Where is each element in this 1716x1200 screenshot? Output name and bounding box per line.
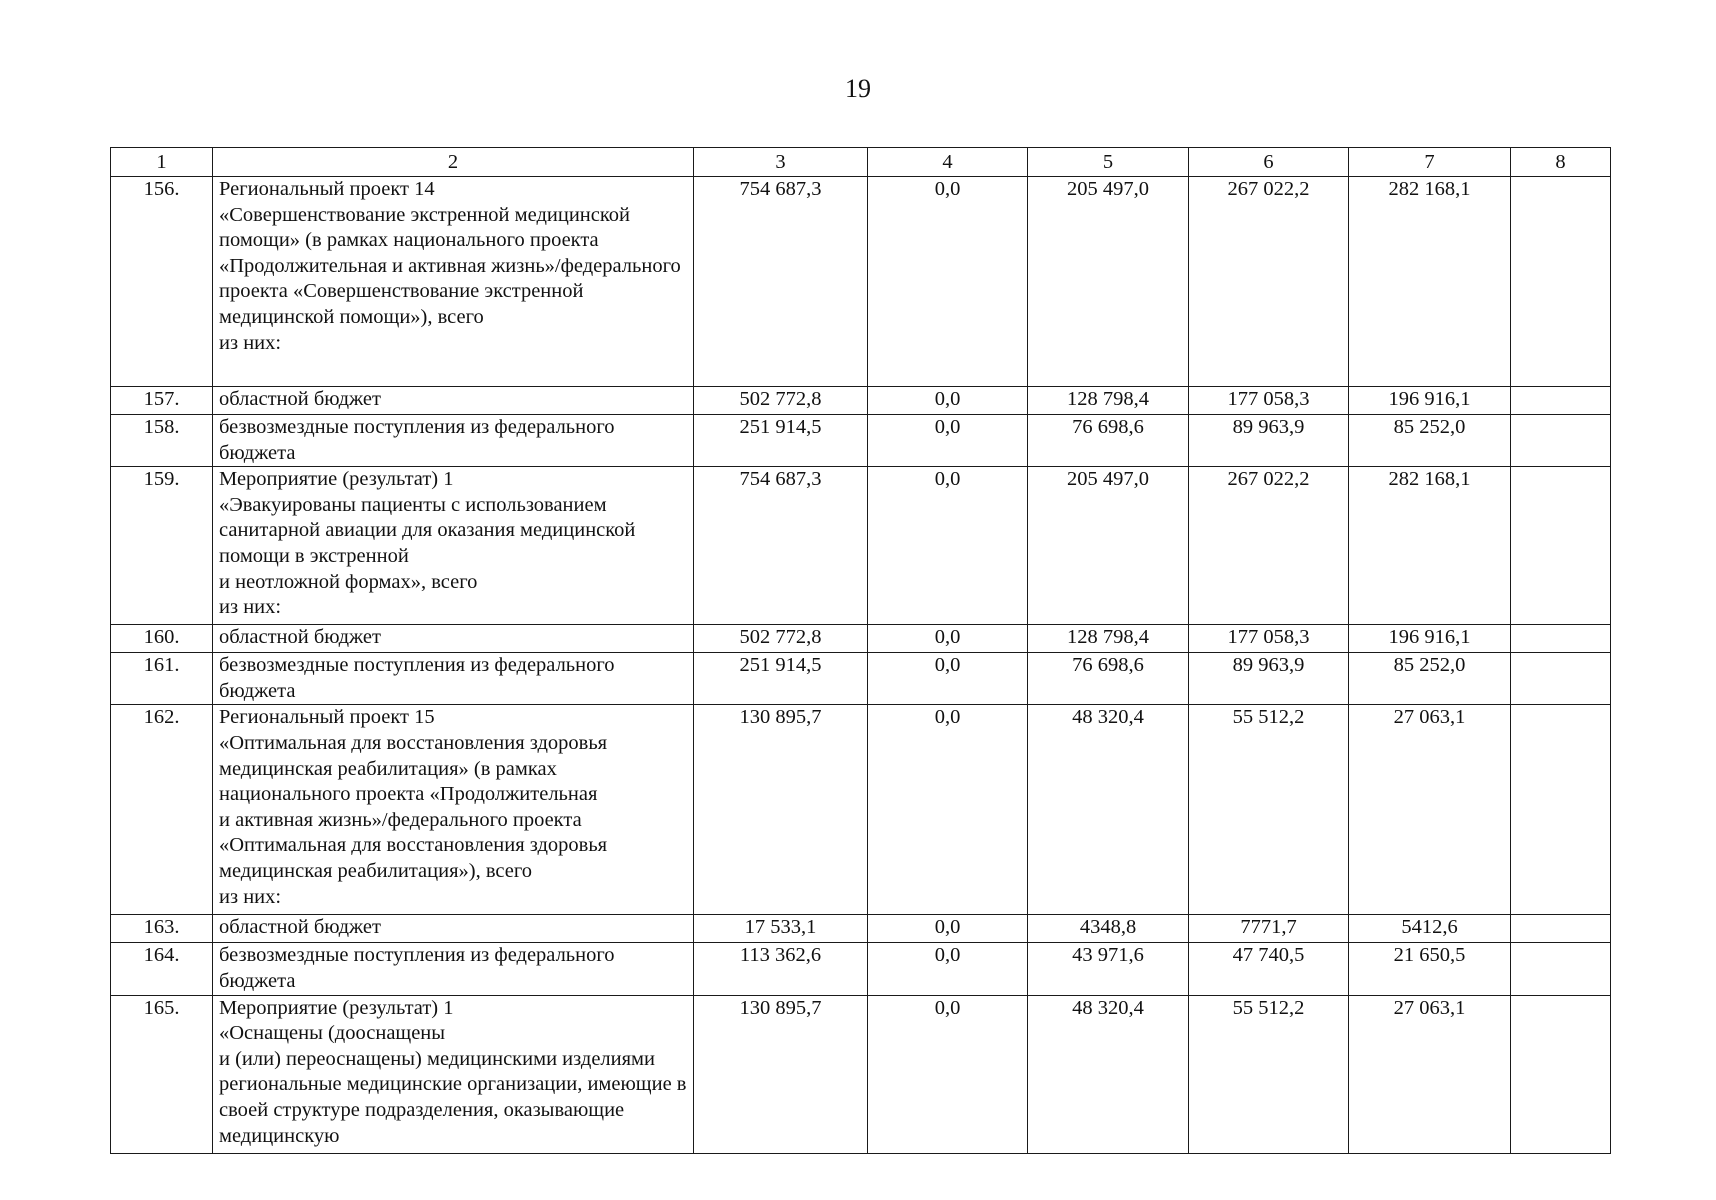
- row-col-4: 0,0: [868, 177, 1028, 387]
- row-col-6: 177 058,3: [1189, 625, 1349, 653]
- row-col-8: [1511, 467, 1611, 625]
- row-col-7: 85 252,0: [1349, 415, 1511, 467]
- row-col-5: 205 497,0: [1028, 467, 1189, 625]
- row-description: безвозмездные поступления из федерального бюджета: [213, 415, 694, 467]
- table-row: [111, 177, 1611, 387]
- header-cell-6: 6: [1189, 148, 1349, 177]
- row-col-4: 0,0: [868, 625, 1028, 653]
- row-col-4: 0,0: [868, 467, 1028, 625]
- row-col-5: 76 698,6: [1028, 653, 1189, 705]
- table-row: [111, 653, 1611, 705]
- table-row: [111, 625, 1611, 653]
- row-description: областной бюджет: [213, 915, 694, 943]
- row-col-5: 128 798,4: [1028, 625, 1189, 653]
- budget-table: [110, 147, 1611, 1154]
- row-col-8: [1511, 915, 1611, 943]
- row-number: 164.: [111, 943, 213, 995]
- row-total: 113 362,6: [694, 943, 868, 995]
- page-number: 19: [845, 74, 871, 103]
- header-cell-2: 2: [213, 148, 694, 177]
- row-description: областной бюджет: [213, 387, 694, 415]
- row-total: 502 772,8: [694, 625, 868, 653]
- row-col-6: 7771,7: [1189, 915, 1349, 943]
- row-total: 502 772,8: [694, 387, 868, 415]
- row-number: 163.: [111, 915, 213, 943]
- header-row: [111, 148, 1611, 177]
- row-number: 161.: [111, 653, 213, 705]
- row-col-8: [1511, 995, 1611, 1153]
- row-number: 160.: [111, 625, 213, 653]
- row-total: 130 895,7: [694, 705, 868, 915]
- row-col-5: 4348,8: [1028, 915, 1189, 943]
- row-total: 754 687,3: [694, 467, 868, 625]
- table-row: [111, 387, 1611, 415]
- row-col-5: 48 320,4: [1028, 705, 1189, 915]
- row-col-8: [1511, 943, 1611, 995]
- row-col-7: 5412,6: [1349, 915, 1511, 943]
- row-col-4: 0,0: [868, 387, 1028, 415]
- row-col-5: 43 971,6: [1028, 943, 1189, 995]
- row-col-4: 0,0: [868, 943, 1028, 995]
- row-col-8: [1511, 653, 1611, 705]
- header-cell-7: 7: [1349, 148, 1511, 177]
- table-row: [111, 943, 1611, 995]
- row-description: Мероприятие (результат) 1 «Эвакуированы пациенты с использованием санитарной авиации для оказания медицинской помощи в экстренной и неотложной формах», всего из них:: [213, 467, 694, 625]
- row-col-7: 282 168,1: [1349, 177, 1511, 387]
- row-col-8: [1511, 415, 1611, 467]
- row-col-7: 85 252,0: [1349, 653, 1511, 705]
- row-col-8: [1511, 625, 1611, 653]
- row-total: 754 687,3: [694, 177, 868, 387]
- row-col-8: [1511, 177, 1611, 387]
- row-col-8: [1511, 705, 1611, 915]
- row-col-7: 27 063,1: [1349, 705, 1511, 915]
- row-description: Мероприятие (результат) 1 «Оснащены (дооснащены и (или) переоснащены) медицинскими изделиями региональные медицинские организации, имеющие в своей структуре подразделения, оказывающие медицинскую: [213, 995, 694, 1153]
- row-description: областной бюджет: [213, 625, 694, 653]
- row-col-7: 196 916,1: [1349, 387, 1511, 415]
- header-cell-3: 3: [694, 148, 868, 177]
- row-description: Региональный проект 14 «Совершенствование экстренной медицинской помощи» (в рамках национального проекта «Продолжительная и активная жизнь»/федерального проекта «Совершенствование экстренной медицинской помощи»), всего из них:: [213, 177, 694, 387]
- row-total: 251 914,5: [694, 415, 868, 467]
- row-col-6: 89 963,9: [1189, 653, 1349, 705]
- row-number: 156.: [111, 177, 213, 387]
- row-col-5: 48 320,4: [1028, 995, 1189, 1153]
- row-col-5: 205 497,0: [1028, 177, 1189, 387]
- row-number: 165.: [111, 995, 213, 1153]
- row-col-8: [1511, 387, 1611, 415]
- header-cell-8: 8: [1511, 148, 1611, 177]
- row-col-5: 128 798,4: [1028, 387, 1189, 415]
- row-col-7: 21 650,5: [1349, 943, 1511, 995]
- header-cell-4: 4: [868, 148, 1028, 177]
- row-total: 251 914,5: [694, 653, 868, 705]
- table-row: [111, 915, 1611, 943]
- row-col-6: 55 512,2: [1189, 995, 1349, 1153]
- row-col-7: 27 063,1: [1349, 995, 1511, 1153]
- row-col-6: 177 058,3: [1189, 387, 1349, 415]
- row-col-6: 89 963,9: [1189, 415, 1349, 467]
- row-number: 157.: [111, 387, 213, 415]
- row-col-4: 0,0: [868, 915, 1028, 943]
- row-number: 159.: [111, 467, 213, 625]
- row-description: Региональный проект 15 «Оптимальная для восстановления здоровья медицинская реабилитация» (в рамках национального проекта «Продолжительная и активная жизнь»/федерального проекта «Оптимальная для восстановления здоровья медицинская реабилитация»), всего из них:: [213, 705, 694, 915]
- row-number: 158.: [111, 415, 213, 467]
- row-col-6: 267 022,2: [1189, 467, 1349, 625]
- table-row: [111, 995, 1611, 1153]
- row-col-4: 0,0: [868, 653, 1028, 705]
- row-col-4: 0,0: [868, 995, 1028, 1153]
- row-description: безвозмездные поступления из федерального бюджета: [213, 653, 694, 705]
- row-total: 17 533,1: [694, 915, 868, 943]
- row-col-7: 282 168,1: [1349, 467, 1511, 625]
- row-description: безвозмездные поступления из федерального бюджета: [213, 943, 694, 995]
- row-number: 162.: [111, 705, 213, 915]
- row-col-5: 76 698,6: [1028, 415, 1189, 467]
- row-total: 130 895,7: [694, 995, 868, 1153]
- row-col-7: 196 916,1: [1349, 625, 1511, 653]
- row-col-6: 47 740,5: [1189, 943, 1349, 995]
- table-row: [111, 705, 1611, 915]
- row-col-4: 0,0: [868, 705, 1028, 915]
- table-row: [111, 467, 1611, 625]
- row-col-6: 267 022,2: [1189, 177, 1349, 387]
- header-cell-1: 1: [111, 148, 213, 177]
- table-row: [111, 415, 1611, 467]
- header-cell-5: 5: [1028, 148, 1189, 177]
- row-col-4: 0,0: [868, 415, 1028, 467]
- row-col-6: 55 512,2: [1189, 705, 1349, 915]
